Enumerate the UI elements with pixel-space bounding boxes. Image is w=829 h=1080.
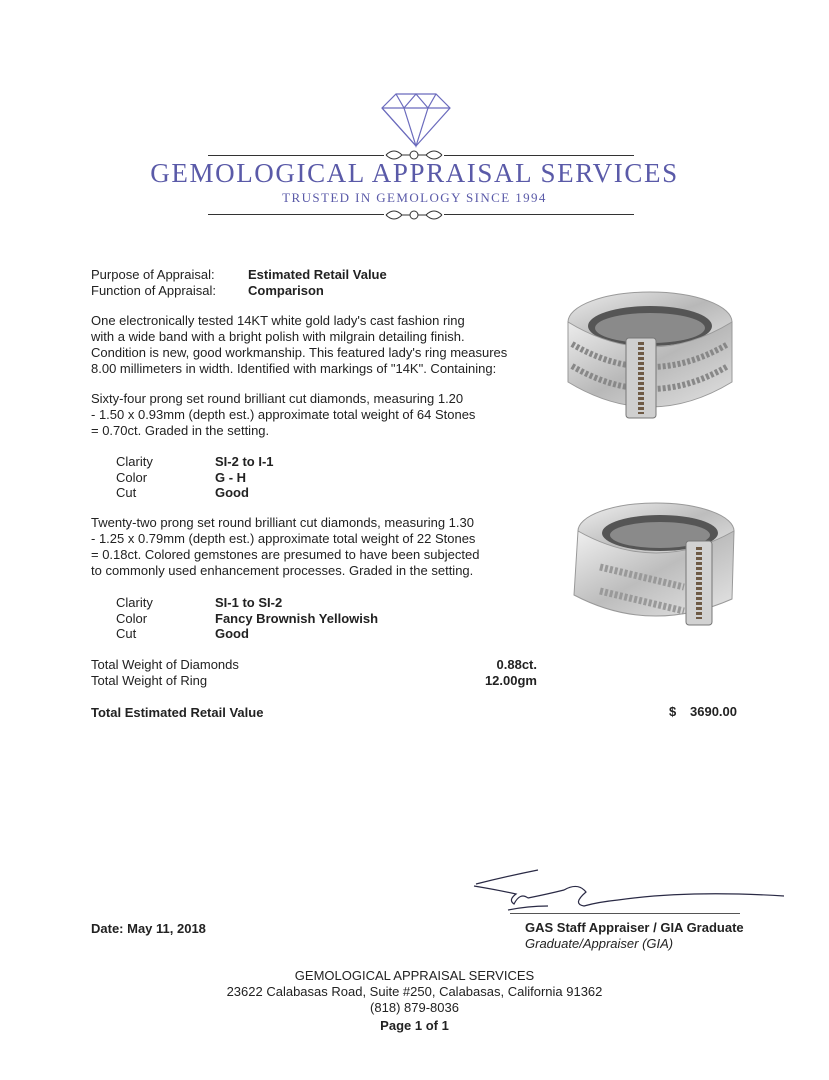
ornament-bottom-icon [384, 205, 444, 225]
header-rule-bottom-left [208, 214, 384, 215]
stones-1-line: Sixty-four prong set round brilliant cut diamonds, measuring 1.20 [91, 391, 464, 406]
total-ring-label: Total Weight of Ring [91, 673, 208, 688]
stones-2-clarity-label: Clarity [116, 595, 153, 610]
header-rule-top-right [444, 155, 634, 156]
total-retail-value: 3690.00 [690, 704, 737, 719]
footer-phone: (818) 879-8036 [370, 1000, 459, 1015]
stones-1-cut-label: Cut [116, 485, 137, 500]
stones-1-line: - 1.50 x 0.93mm (depth est.) approximate total weight of 64 Stones [91, 407, 476, 422]
description-paragraph [91, 313, 507, 377]
purpose-value: Estimated Retail Value [248, 267, 387, 282]
ring-photo-bottom [560, 495, 740, 635]
company-name: GEMOLOGICAL APPRAISAL SERVICES [150, 158, 679, 188]
stones-2-color-label: Color [116, 611, 148, 626]
date-label: Date: May 11, 2018 [91, 921, 206, 936]
diamond-icon [380, 92, 452, 148]
stones-2-line: = 0.18ct. Colored gemstones are presumed to have been subjected [91, 547, 480, 562]
stones-1-clarity-value: SI-2 to I-1 [215, 454, 274, 469]
purpose-label: Purpose of Appraisal: [91, 267, 215, 282]
stones-1-cut-value: Good [215, 485, 249, 500]
signature [468, 864, 788, 916]
function-label: Function of Appraisal: [91, 283, 217, 298]
stones-1-color-value: G - H [215, 470, 247, 485]
appraiser-title: GAS Staff Appraiser / GIA Graduate [525, 920, 744, 935]
appraiser-subtitle: Graduate/Appraiser (GIA) [525, 936, 674, 951]
currency-symbol: $ [669, 704, 677, 719]
description-line: 8.00 millimeters in width. Identified with markings of "14K". Containing: [91, 361, 497, 376]
page-number: Page 1 of 1 [380, 1018, 449, 1033]
stones-1-clarity-label: Clarity [116, 454, 153, 469]
stones-2-line: - 1.25 x 0.79mm (depth est.) approximate total weight of 22 Stones [91, 531, 476, 546]
stones-1-paragraph [91, 391, 475, 439]
description-line: with a wide band with a bright polish with milgrain detailing finish. [91, 329, 465, 344]
ring-photo-top [560, 282, 740, 432]
total-diamonds-value: 0.88ct. [496, 657, 537, 672]
description-line: One electronically tested 14KT white gold lady's cast fashion ring [91, 313, 465, 328]
stones-2-clarity-value: SI-1 to SI-2 [215, 595, 283, 610]
stones-2-paragraph [91, 515, 479, 579]
stones-2-cut-value: Good [215, 626, 249, 641]
signature-line [510, 913, 740, 914]
function-value: Comparison [248, 283, 324, 298]
stones-2-cut-label: Cut [116, 626, 137, 641]
stones-2-line: to commonly used enhancement processes. Graded in the setting. [91, 563, 474, 578]
total-ring-value: 12.00gm [484, 673, 537, 688]
tagline: TRUSTED IN GEMOLOGY SINCE 1994 [282, 190, 547, 205]
stones-2-color-value: Fancy Brownish Yellowish [215, 611, 379, 626]
footer-company: GEMOLOGICAL APPRAISAL SERVICES [294, 968, 535, 983]
description-line: Condition is new, good workmanship. This featured lady's ring measures [91, 345, 508, 360]
total-diamonds-label: Total Weight of Diamonds [91, 657, 239, 672]
stones-1-color-label: Color [116, 470, 148, 485]
stones-1-line: = 0.70ct. Graded in the setting. [91, 423, 270, 438]
footer-address: 23622 Calabasas Road, Suite #250, Calabasas, California 91362 [226, 984, 603, 999]
header-rule-bottom-right [444, 214, 634, 215]
header-rule-top-left [208, 155, 384, 156]
total-retail-label: Total Estimated Retail Value [91, 705, 264, 720]
stones-2-line: Twenty-two prong set round brilliant cut diamonds, measuring 1.30 [91, 515, 474, 530]
